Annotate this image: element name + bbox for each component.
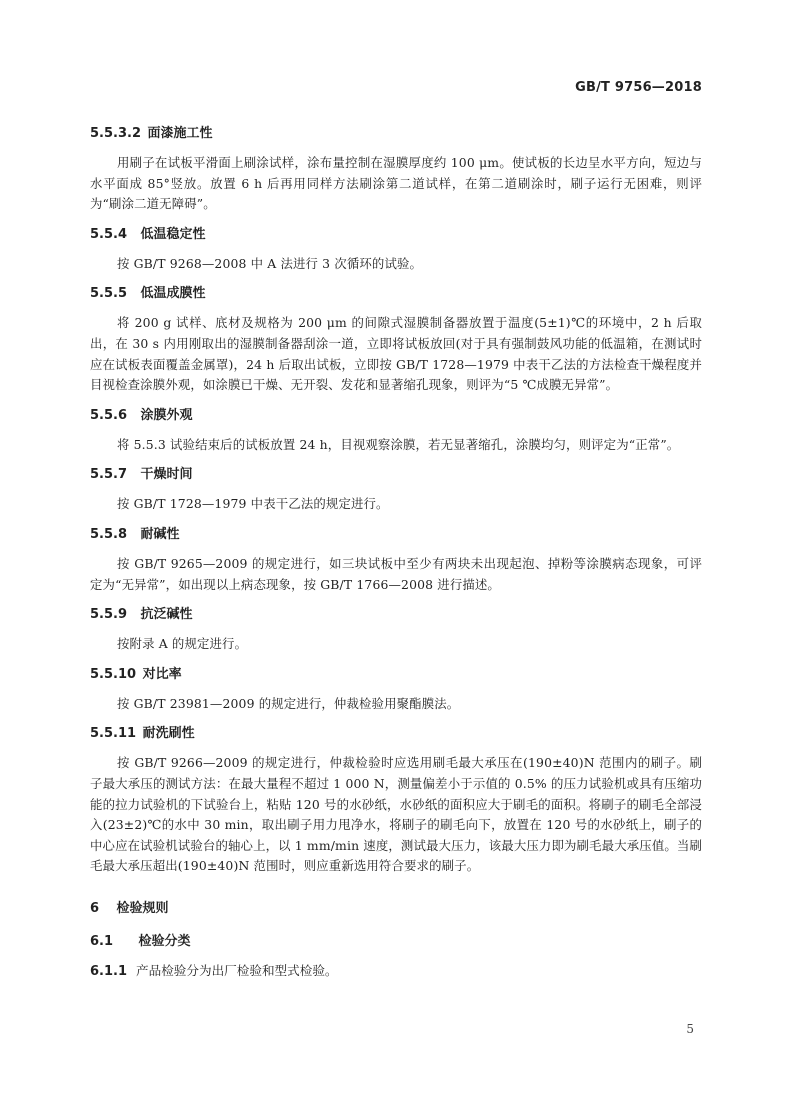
section-heading xyxy=(90,665,702,685)
clause-number: 6.1.1 xyxy=(90,963,128,979)
clause-text: 产品检验分为出厂检验和型式检验。 xyxy=(136,962,338,978)
section-paragraph: 按 GB/T 9265—2009 的规定进行，如三块试板中至少有两块未出现起泡、掉粉等涂膜病态现象，可评定为“无异常”，如出现以上病态现象，按 GB/T 1766—2008 进行描述。 xyxy=(90,555,702,592)
section-title: 对比率 xyxy=(142,666,182,682)
section-number: 5.5.9 xyxy=(90,607,128,623)
section-heading xyxy=(90,225,702,245)
section-heading xyxy=(90,465,702,485)
section-number: 5.5.3.2 xyxy=(90,126,141,141)
clause-line xyxy=(90,961,702,982)
section-heading xyxy=(90,284,702,304)
subsection-heading xyxy=(90,932,702,952)
section-heading xyxy=(90,724,702,744)
page-number: 5 xyxy=(686,1022,694,1036)
section-number: 5.5.5 xyxy=(90,286,128,302)
section-title: 耐洗刷性 xyxy=(142,726,195,742)
section-number: 5.5.7 xyxy=(90,467,128,483)
chapter-title: 检验规则 xyxy=(116,900,169,916)
section-title: 耐碱性 xyxy=(140,526,180,542)
chapter-number: 6 xyxy=(90,900,100,916)
section-title: 低温成膜性 xyxy=(140,286,206,302)
section-title: 涂膜外观 xyxy=(140,407,193,423)
subsection-number: 6.1 xyxy=(90,933,114,949)
section-heading xyxy=(90,525,702,545)
section-paragraph: 按 GB/T 23981—2009 的规定进行，仲裁检验用聚酯膜法。 xyxy=(117,695,460,711)
section-paragraph: 按 GB/T 9268—2008 中 A 法进行 3 次循环的试验。 xyxy=(117,255,423,271)
section-number: 5.5.8 xyxy=(90,526,128,542)
section-number: 5.5.10 xyxy=(90,666,137,682)
section-title: 面漆施工性 xyxy=(147,126,213,141)
section-paragraph: 按 GB/T 1728—1979 中表干乙法的规定进行。 xyxy=(117,496,389,512)
subsection-title: 检验分类 xyxy=(138,933,191,949)
section-heading xyxy=(90,406,702,426)
section-paragraph: 将 200 g 试样、底材及规格为 200 μm 的间隙式湿膜制备器放置于温度(5±1)℃的环境中，2 h 后取出，在 30 s 内用刚取出的湿膜制备器刮涂一道，立即将试板放回(对于具有强制鼓风功能的低温箱，在测试时应在试板表面覆盖金属罩)，24 h 后取出试板，立即按 GB/T 1728—1979 中表干乙法的方法检查干燥程度并目视检查涂膜外观，如涂膜已干燥、无开裂、发花和显著缩孔现象，则评为“5 ℃成膜无异常”。 xyxy=(90,315,702,393)
section-title: 干燥时间 xyxy=(140,467,193,483)
section-number: 5.5.11 xyxy=(90,726,137,742)
section-heading xyxy=(90,605,702,625)
section-title: 低温稳定性 xyxy=(140,226,206,242)
section-paragraph: 按附录 A 的规定进行。 xyxy=(117,636,248,652)
section-paragraph: 按 GB/T 9266—2009 的规定进行，仲裁检验时应选用刷毛最大承压在(190±40)N 范围内的刷子。刷子最大承压的测试方法：在最大量程不超过 1 000 N，测量偏差小于示值的 0.5% 的压力试验机或具有压缩功能的拉力试验机的下试验台上，粘贴 120 号的水砂纸，水砂纸的面积应大于刷毛的面积。将刷子的刷毛全部浸入(23±2)℃的水中 30 min，取出刷子用力甩净水，将刷子的刷毛向下，放置在 120 号的水砂纸上，刷子的中心应在试验机试验台的轴心上，以 1 mm/min 速度，测试最大压力，该最大压力即为刷毛最大承压值。当刷毛最大承压超出(190±40)N 范围时，则应重新选用符合要求的刷子。 xyxy=(90,755,702,874)
page-content xyxy=(90,124,702,982)
section-paragraph: 将 5.5.3 试验结束后的试板放置 24 h，目视观察涂膜，若无显著缩孔，涂膜均匀，则评定为“正常”。 xyxy=(117,436,680,452)
section-number: 5.5.6 xyxy=(90,407,128,423)
section-heading xyxy=(90,124,702,144)
section-title: 抗泛碱性 xyxy=(140,607,193,623)
section-paragraph: 用刷子在试板平滑面上刷涂试样，涂布量控制在湿膜厚度约 100 μm。使试板的长边呈水平方向，短边与水平面成 85°竖放。放置 6 h 后再用同样方法刷涂第二道试样，在第二道刷涂时，刷子运行无困难，则评为“刷涂二道无障碍”。 xyxy=(90,155,702,212)
section-number: 5.5.4 xyxy=(90,226,128,242)
chapter-heading xyxy=(90,899,702,919)
standard-code: GB/T 9756—2018 xyxy=(575,80,702,95)
